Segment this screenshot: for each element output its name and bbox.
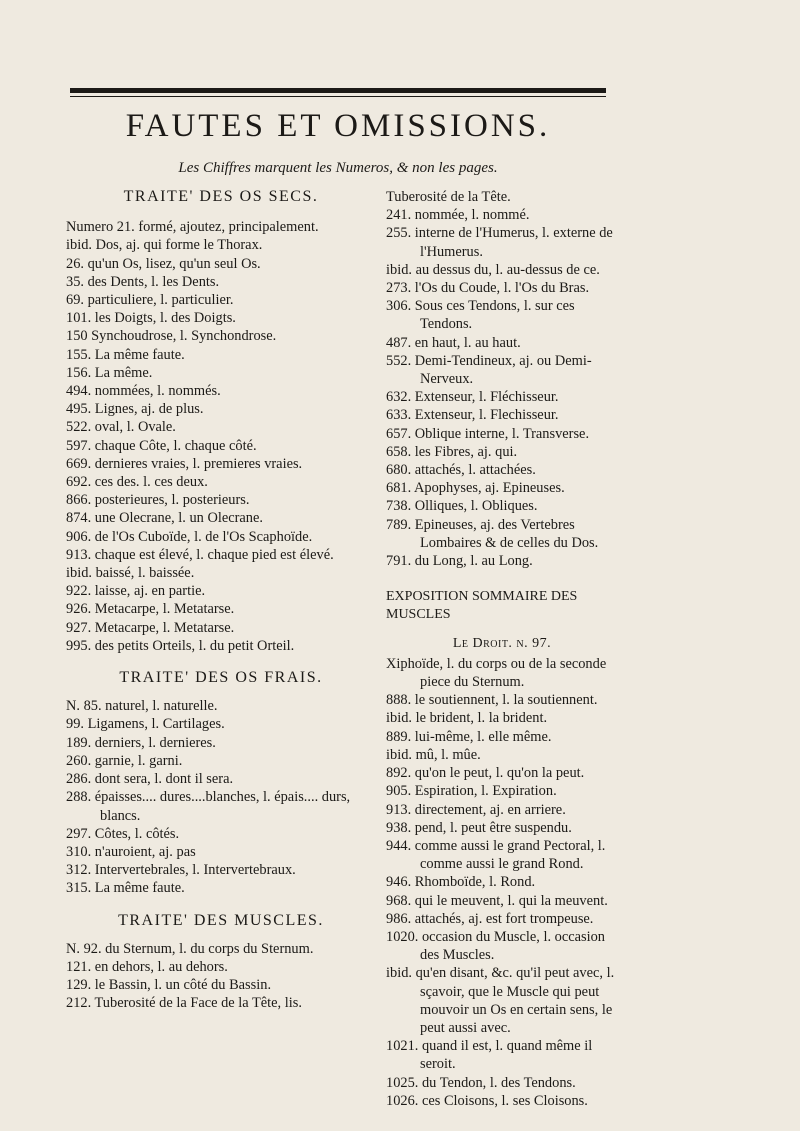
erratum-entry: 69. particuliere, l. particulier.	[66, 292, 234, 309]
section-entries-os-frais	[66, 697, 376, 897]
erratum-entry: 944. comme aussi le grand Pectoral, l. comme aussi le grand Rond.	[386, 837, 606, 873]
erratum-entry: 874. une Olecrane, l. un Olecrane.	[66, 510, 263, 527]
erratum-entry: 680. attachés, l. attachées.	[386, 462, 536, 479]
erratum-entry: ibid. baissé, l. baissée.	[66, 565, 195, 582]
erratum-entry: 273. l'Os du Coude, l. l'Os du Bras.	[386, 280, 590, 297]
header-rule-thick	[70, 88, 606, 93]
erratum-entry: 315. La même faute.	[66, 880, 185, 897]
erratum-entry: 906. de l'Os Cuboïde, l. de l'Os Scaphoïde.	[66, 528, 313, 545]
erratum-entry: 927. Metacarpe, l. Metatarse.	[66, 619, 235, 636]
erratum-entry: 913. directement, aj. en arriere.	[386, 801, 566, 818]
erratum-entry: 1020. occasion du Muscle, l. occasion des Muscles.	[386, 928, 606, 964]
erratum-entry: 926. Metacarpe, l. Metatarse.	[66, 601, 235, 618]
erratum-entry: 789. Epineuses, aj. des Vertebres Lombaires & de celles du Dos.	[386, 516, 599, 551]
erratum-entry: N. 85. naturel, l. naturelle.	[66, 698, 218, 715]
erratum-entry: N. 92. du Sternum, l. du corps du Sternum.	[66, 940, 314, 957]
erratum-entry: 552. Demi-Tendineux, aj. ou Demi-Nerveux.	[386, 352, 592, 388]
erratum-entry: ibid. qu'en disant, &c. qu'il peut avec, l. sçavoir, que le Muscle qui peut mouvoir un Os en certain sens, le peut aussi avec.	[386, 965, 615, 1036]
erratum-entry: 1026. ces Cloisons, l. ses Cloisons.	[386, 1092, 588, 1109]
erratum-entry: 255. interne de l'Humerus, l. externe de l'Humerus.	[386, 225, 613, 260]
erratum-entry: 35. des Dents, l. les Dents.	[66, 273, 220, 290]
erratum-entry: 946. Rhomboïde, l. Rond.	[386, 874, 536, 891]
page-title: FAUTES ET OMISSIONS.	[125, 108, 551, 144]
section-heading-exposition: EXPOSITION SOMMAIRE DES MUSCLES	[386, 589, 578, 623]
left-column	[66, 188, 376, 1013]
erratum-entry: 938. pend, l. peut être suspendu.	[386, 819, 572, 836]
header-rule-thin	[70, 96, 606, 97]
erratum-entry: 260. garnie, l. garni.	[66, 752, 183, 769]
erratum-entry: 1021. quand il est, l. quand même il seroit.	[386, 1038, 593, 1073]
page-subtitle: Les Chiffres marquent les Numeros, & non les pages.	[178, 160, 498, 176]
erratum-entry: 1025. du Tendon, l. des Tendons.	[386, 1074, 576, 1091]
erratum-entry: 681. Apophyses, aj. Epineuses.	[386, 480, 565, 497]
erratum-entry: 189. derniers, l. dernieres.	[66, 734, 216, 751]
erratum-entry: ibid. le brident, l. la brident.	[386, 710, 548, 727]
erratum-entry: 669. dernieres vraies, l. premieres vraies.	[66, 455, 303, 472]
erratum-entry: 889. lui-même, l. elle même.	[386, 728, 552, 745]
erratum-entry: 968. qui le meuvent, l. qui la meuvent.	[386, 892, 608, 909]
erratum-entry: Numero 21. formé, ajoutez, principalement.	[66, 219, 319, 236]
sub-heading-le-droit: Le Droit. n. 97.	[452, 635, 552, 651]
section-heading-os-frais: TRAITE' DES OS FRAIS.	[119, 669, 323, 687]
erratum-entry: 241. nommée, l. nommé.	[386, 207, 530, 224]
erratum-entry: 286. dont sera, l. dont il sera.	[66, 771, 234, 788]
erratum-entry: 155. La même faute.	[66, 346, 185, 363]
erratum-entry: ibid. au dessus du, l. au-dessus de ce.	[386, 261, 600, 278]
erratum-entry: 522. oval, l. Ovale.	[66, 419, 176, 436]
erratum-entry: 306. Sous ces Tendons, l. sur ces Tendons.	[386, 298, 575, 333]
right-column	[386, 188, 618, 1110]
erratum-entry: 129. le Bassin, l. un côté du Bassin.	[66, 977, 272, 994]
right-entries-top	[386, 188, 618, 570]
erratum-entry: 212. Tuberosité de la Face de la Tête, lis.	[66, 995, 302, 1012]
section-heading-muscles: TRAITE' DES MUSCLES.	[118, 911, 324, 929]
section-entries-muscles	[66, 940, 376, 1013]
erratum-entry: 913. chaque est élevé, l. chaque pied est élevé.	[66, 546, 334, 563]
erratum-entry: 892. qu'on le peut, l. qu'on la peut.	[386, 765, 585, 782]
erratum-entry: 121. en dehors, l. au dehors.	[66, 958, 228, 975]
right-entries-bottom	[386, 655, 618, 1110]
erratum-entry: 986. attachés, aj. est fort trompeuse.	[386, 910, 594, 927]
erratum-entry: 101. les Doigts, l. des Doigts.	[66, 310, 236, 327]
erratum-entry: Xiphoïde, l. du corps ou de la seconde piece du Sternum.	[386, 655, 607, 691]
erratum-entry: 791. du Long, l. au Long.	[386, 553, 533, 570]
section-heading-os-secs: TRAITE' DES OS SECS.	[123, 188, 319, 205]
erratum-entry: 26. qu'un Os, lisez, qu'un seul Os.	[66, 255, 261, 272]
erratum-entry: ibid. mû, l. mûe.	[386, 746, 481, 763]
erratum-entry: 310. n'auroient, aj. pas	[66, 843, 196, 860]
erratum-entry: 922. laisse, aj. en partie.	[66, 583, 206, 600]
erratum-entry: 150 Synchoudrose, l. Synchondrose.	[66, 328, 277, 345]
erratum-entry: 99. Ligamens, l. Cartilages.	[66, 716, 225, 733]
erratum-entry: 487. en haut, l. au haut.	[386, 334, 521, 351]
erratum-entry: 297. Côtes, l. côtés.	[66, 825, 180, 842]
erratum-entry: 156. La même.	[66, 364, 153, 381]
erratum-entry: 738. Olliques, l. Obliques.	[386, 498, 538, 515]
section-entries-os-secs	[66, 218, 376, 655]
erratum-entry: 658. les Fibres, aj. qui.	[386, 443, 518, 460]
erratum-entry: 312. Intervertebrales, l. Intervertebraux.	[66, 862, 296, 879]
erratum-entry: 905. Espiration, l. Expiration.	[386, 783, 557, 800]
erratum-entry: 633. Extenseur, l. Flechisseur.	[386, 407, 559, 424]
erratum-entry: 866. posterieures, l. posterieurs.	[66, 492, 250, 509]
erratum-entry: ibid. Dos, aj. qui forme le Thorax.	[66, 237, 263, 254]
erratum-entry: 288. épaisses.... dures....blanches, l. épais.... durs, blancs.	[66, 789, 351, 824]
erratum-entry: 657. Oblique interne, l. Transverse.	[386, 425, 590, 442]
erratum-entry: 888. le soutiennent, l. la soutiennent.	[386, 692, 598, 709]
erratum-entry: 494. nommées, l. nommés.	[66, 383, 221, 400]
erratum-entry: 597. chaque Côte, l. chaque côté.	[66, 437, 257, 454]
erratum-entry: 692. ces des. l. ces deux.	[66, 474, 208, 491]
erratum-entry: 495. Lignes, aj. de plus.	[66, 401, 204, 418]
erratum-entry: 995. des petits Orteils, l. du petit Orteil.	[66, 637, 295, 654]
erratum-entry: Tuberosité de la Tête.	[386, 189, 511, 205]
erratum-entry: 632. Extenseur, l. Fléchisseur.	[386, 389, 559, 406]
